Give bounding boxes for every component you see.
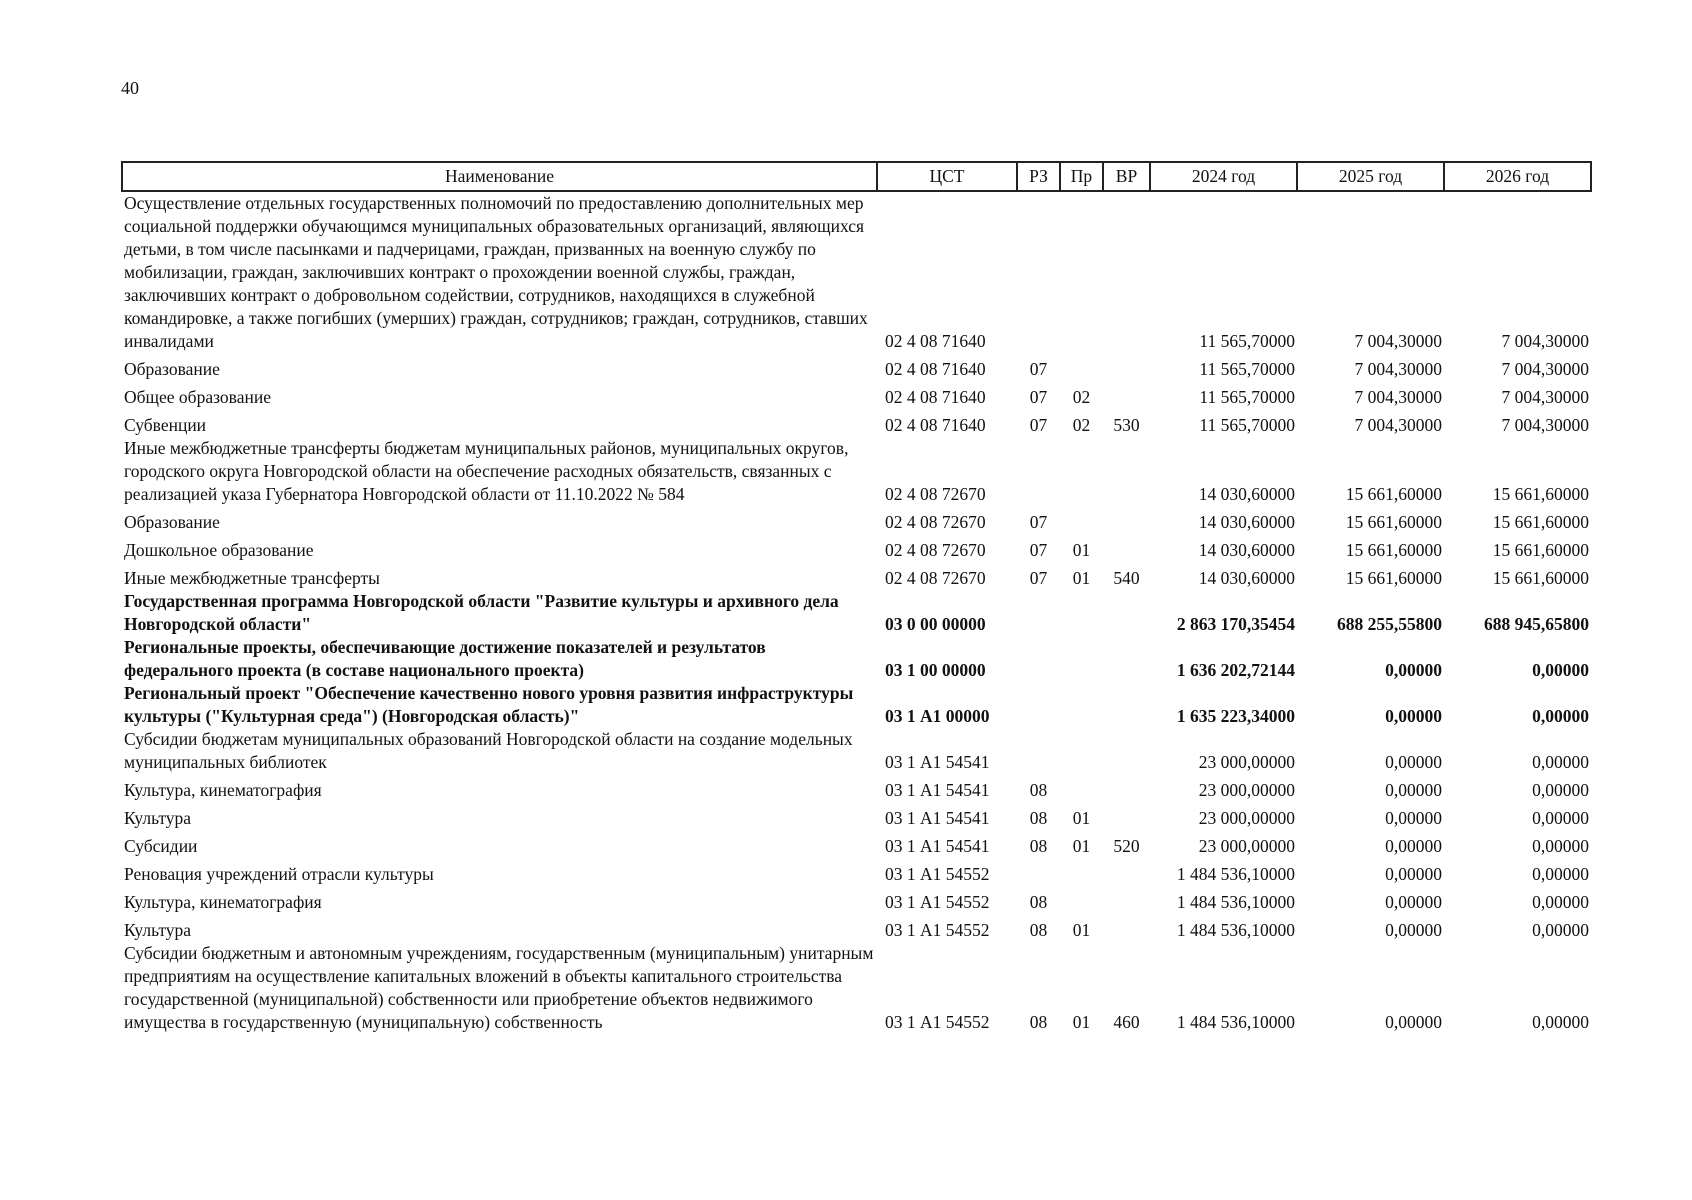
cell-2024: 11 565,70000 [1199,415,1295,435]
cell-2026: 15 661,60000 [1492,484,1589,504]
cell-2026: 15 661,60000 [1492,568,1589,588]
cell-cst: 03 1 А1 54541 [885,752,990,772]
cell-2024: 11 565,70000 [1199,387,1295,407]
cell-cst: 03 1 А1 54552 [885,1012,990,1032]
cell-cst: 03 1 А1 54552 [885,864,990,884]
cell-cst: 03 1 00 00000 [885,660,986,680]
cell-name: Государственная программа Новгородской области "Развитие культуры и архивного дела Новгородской области" [124,591,839,634]
cell-2025: 0,00000 [1385,706,1442,726]
cell-2024: 2 863 170,35454 [1176,614,1295,634]
cell-name: Иные межбюджетные трансферты бюджетам муниципальных районов, муниципальных округов, городского округа Новгородской области на обеспечение расходных обязательств, связанных с реализацией указа Губернатора Новгородской области от 11.10.2022 № 584 [124,438,849,504]
cell-vr [1103,728,1150,774]
cell-cst: 02 4 08 71640 [885,415,986,435]
table-row [122,590,1591,636]
cell-rz: 07 [1029,512,1048,532]
cell-2025: 0,00000 [1385,660,1442,680]
cell-2024: 1 484 536,10000 [1176,864,1295,884]
cell-rz [1017,437,1060,506]
cell-2024: 1 484 536,10000 [1176,920,1295,940]
cell-pr [1060,886,1103,914]
table-row [122,858,1591,886]
cell-2026: 15 661,60000 [1492,512,1589,532]
budget-table [121,161,1592,1034]
cell-rz: 07 [1029,359,1048,379]
cell-2026: 0,00000 [1532,920,1589,940]
cell-name: Субвенции [124,415,207,435]
table-header [122,162,1591,191]
cell-name: Образование [124,359,220,379]
cell-vr: 460 [1113,1012,1140,1032]
cell-pr [1060,353,1103,381]
cell-cst: 02 4 08 72670 [885,512,986,532]
cell-pr [1060,506,1103,534]
cell-2026: 7 004,30000 [1501,415,1589,435]
cell-2025: 15 661,60000 [1345,568,1442,588]
cell-rz [1017,191,1060,353]
cell-2025: 0,00000 [1385,752,1442,772]
cell-rz [1017,858,1060,886]
cell-pr [1060,728,1103,774]
cell-name: Дошкольное образование [124,540,314,560]
cell-vr [1103,191,1150,353]
page-number: 40 [121,78,139,98]
cell-rz: 07 [1029,387,1048,407]
cell-name: Осуществление отдельных государственных полномочий по предоставлению дополнительных мер социальной поддержки обучающимся муниципальных образовательных организаций, являющихся детьми, в том числе пасынками и падчерицами, граждан, призванных на военную службу по мобилизации, граждан, заключивших контракт о прохождении военной службы, граждан, заключивших контракт о добровольном содействии, сотрудников, находящихся в служебной командировке, а также погибших (умерших) граждан, сотрудников; граждан, сотрудников, ставших инвалидами [124,193,868,351]
cell-name: Культура, кинематография [124,892,322,912]
cell-rz: 08 [1029,920,1048,940]
cell-cst: 03 1 А1 54552 [885,892,990,912]
cell-cst: 03 1 А1 54541 [885,808,990,828]
cell-2026: 0,00000 [1532,780,1589,800]
cell-rz [1017,636,1060,682]
table-row [122,562,1591,590]
cell-pr: 02 [1072,415,1091,435]
cell-rz [1017,590,1060,636]
header-2025: 2025 год [1297,162,1444,191]
table-row [122,942,1591,1034]
cell-2026: 15 661,60000 [1492,540,1589,560]
cell-2026: 7 004,30000 [1501,359,1589,379]
cell-name: Иные межбюджетные трансферты [124,568,380,588]
cell-vr: 520 [1113,836,1140,856]
cell-2024: 14 030,60000 [1198,512,1295,532]
cell-2026: 7 004,30000 [1501,331,1589,351]
cell-cst: 02 4 08 71640 [885,331,986,351]
cell-2025: 7 004,30000 [1354,331,1442,351]
cell-vr [1103,886,1150,914]
cell-cst: 02 4 08 71640 [885,387,986,407]
cell-vr [1103,858,1150,886]
cell-2024: 11 565,70000 [1199,331,1295,351]
cell-name: Региональный проект "Обеспечение качественно нового уровня развития инфраструктуры культуры ("Культурная среда") (Новгородская область)" [124,683,854,726]
cell-name: Региональные проекты, обеспечивающие достижение показателей и результатов федерального проекта (в составе национального проекта) [124,637,766,680]
cell-2025: 0,00000 [1385,920,1442,940]
cell-vr [1103,636,1150,682]
cell-2025: 15 661,60000 [1345,484,1442,504]
cell-2026: 7 004,30000 [1501,387,1589,407]
cell-pr: 01 [1072,568,1091,588]
cell-name: Культура, кинематография [124,780,322,800]
table-row [122,774,1591,802]
cell-cst: 02 4 08 72670 [885,540,986,560]
cell-2025: 0,00000 [1385,836,1442,856]
header-name: Наименование [122,162,877,191]
cell-vr [1103,437,1150,506]
cell-vr [1103,774,1150,802]
cell-2026: 0,00000 [1532,808,1589,828]
header-cst: ЦСТ [877,162,1017,191]
cell-pr [1060,774,1103,802]
cell-pr: 01 [1072,836,1091,856]
table-row [122,534,1591,562]
cell-2025: 0,00000 [1385,808,1442,828]
cell-2024: 11 565,70000 [1199,359,1295,379]
cell-2025: 15 661,60000 [1345,512,1442,532]
table-row [122,437,1591,506]
cell-cst: 02 4 08 71640 [885,359,986,379]
table-row [122,886,1591,914]
cell-2026: 0,00000 [1532,864,1589,884]
table-row [122,636,1591,682]
cell-2025: 7 004,30000 [1354,359,1442,379]
cell-pr: 02 [1072,387,1091,407]
cell-cst: 02 4 08 72670 [885,568,986,588]
cell-vr [1103,914,1150,942]
cell-pr [1060,858,1103,886]
cell-cst: 03 1 А1 54541 [885,780,990,800]
cell-vr [1103,506,1150,534]
table-row [122,191,1591,353]
table-row [122,830,1591,858]
cell-2024: 14 030,60000 [1198,540,1295,560]
cell-vr: 530 [1113,415,1140,435]
table-row [122,728,1591,774]
cell-name: Субсидии бюджетным и автономным учреждениям, государственным (муниципальным) унитарным предприятиям на осуществление капитальных вложений в объекты капитального строительства государственной (муниципальной) собственности или приобретение объектов недвижимого имущества в государственную (муниципальную) собственность [124,943,874,1032]
table-row [122,914,1591,942]
cell-cst: 03 1 А1 00000 [885,706,990,726]
cell-name: Культура [124,808,192,828]
cell-rz [1017,682,1060,728]
cell-2026: 688 945,65800 [1484,614,1589,634]
header-row [122,162,1591,191]
cell-2024: 23 000,00000 [1198,808,1295,828]
table-row [122,381,1591,409]
cell-cst: 03 1 А1 54552 [885,920,990,940]
cell-vr: 540 [1113,568,1140,588]
table-row [122,409,1591,437]
cell-cst: 03 0 00 00000 [885,614,986,634]
cell-vr [1103,534,1150,562]
table-row [122,506,1591,534]
header-vr: ВР [1103,162,1150,191]
cell-pr: 01 [1072,1012,1091,1032]
cell-2024: 1 636 202,72144 [1176,660,1295,680]
cell-cst: 03 1 А1 54541 [885,836,990,856]
cell-cst: 02 4 08 72670 [885,484,986,504]
cell-2024: 1 484 536,10000 [1176,1012,1295,1032]
cell-2024: 14 030,60000 [1198,568,1295,588]
cell-vr [1103,590,1150,636]
cell-2026: 0,00000 [1532,706,1589,726]
table-row [122,802,1591,830]
cell-rz: 08 [1029,836,1048,856]
cell-2026: 0,00000 [1532,1012,1589,1032]
cell-2026: 0,00000 [1532,660,1589,680]
cell-2026: 0,00000 [1532,752,1589,772]
cell-rz [1017,728,1060,774]
cell-rz: 07 [1029,568,1048,588]
cell-vr [1103,682,1150,728]
cell-2025: 688 255,55800 [1337,614,1442,634]
cell-2024: 1 484 536,10000 [1176,892,1295,912]
cell-2025: 0,00000 [1385,1012,1442,1032]
cell-rz: 07 [1029,540,1048,560]
cell-2024: 23 000,00000 [1198,780,1295,800]
cell-pr [1060,682,1103,728]
cell-2024: 1 635 223,34000 [1176,706,1295,726]
table-row [122,682,1591,728]
header-2024: 2024 год [1150,162,1297,191]
table-row [122,353,1591,381]
cell-name: Образование [124,512,220,532]
cell-2026: 0,00000 [1532,836,1589,856]
cell-2024: 23 000,00000 [1198,752,1295,772]
cell-2025: 0,00000 [1385,864,1442,884]
header-rz: РЗ [1017,162,1060,191]
cell-2025: 7 004,30000 [1354,387,1442,407]
cell-rz: 08 [1029,892,1048,912]
cell-pr [1060,590,1103,636]
cell-2024: 14 030,60000 [1198,484,1295,504]
cell-2025: 15 661,60000 [1345,540,1442,560]
cell-name: Общее образование [124,387,271,407]
cell-pr [1060,636,1103,682]
cell-pr: 01 [1072,920,1091,940]
cell-pr [1060,191,1103,353]
cell-rz: 08 [1029,808,1048,828]
cell-vr [1103,381,1150,409]
cell-vr [1103,353,1150,381]
cell-2025: 7 004,30000 [1354,415,1442,435]
cell-rz: 07 [1029,415,1048,435]
cell-2025: 0,00000 [1385,780,1442,800]
cell-vr [1103,802,1150,830]
cell-name: Субсидии бюджетам муниципальных образований Новгородской области на создание модельных муниципальных библиотек [124,729,853,772]
cell-2025: 0,00000 [1385,892,1442,912]
cell-pr: 01 [1072,540,1091,560]
header-2026: 2026 год [1444,162,1591,191]
cell-2024: 23 000,00000 [1198,836,1295,856]
header-pr: Пр [1060,162,1103,191]
cell-pr: 01 [1072,808,1091,828]
cell-pr [1060,437,1103,506]
table-body [122,191,1591,1034]
cell-name: Реновация учреждений отрасли культуры [124,864,434,884]
cell-rz: 08 [1029,1012,1048,1032]
cell-name: Субсидии [124,836,198,856]
cell-name: Культура [124,920,192,940]
cell-2026: 0,00000 [1532,892,1589,912]
cell-rz: 08 [1029,780,1048,800]
